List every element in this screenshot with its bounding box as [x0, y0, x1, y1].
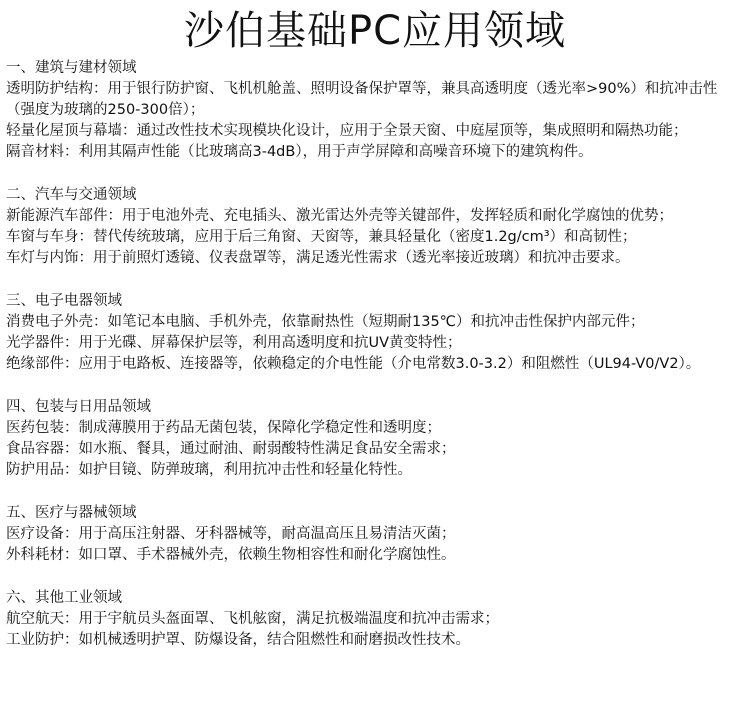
list-item: 隔音材料：利用其隔声性能（比玻璃高3-4dB），用于声学屏障和高噪音环境下的建筑构件。 [6, 144, 593, 160]
list-item: 外科耗材：如口罩、手术器械外壳，依赖生物相容性和耐化学腐蚀性。 [6, 547, 456, 563]
section-construction [6, 58, 744, 163]
list-item: 光学器件：用于光碟、屏幕保护层等，利用高透明度和抗UV黄变特性； [6, 335, 462, 351]
section-heading: 四、包装与日用品领域 [6, 399, 151, 415]
section-packaging [6, 397, 744, 481]
list-item: 航空航天：用于宇航员头盔面罩、飞机舷窗，满足抗极端温度和抗冲击需求； [6, 611, 499, 627]
list-item: 新能源汽车部件：用于电池外壳、充电插头、激光雷达外壳等关键部件，发挥轻质和耐化学腐蚀的优势； [6, 208, 673, 224]
section-heading: 二、汽车与交通领域 [6, 187, 137, 203]
list-item: 消费电子外壳：如笔记本电脑、手机外壳，依靠耐热性（短期耐135℃）和抗冲击性保护内部元件； [6, 314, 645, 330]
section-electronics [6, 291, 744, 375]
section-automotive [6, 185, 744, 269]
list-item: 医药包装：制成薄膜用于药品无菌包装，保障化学稳定性和透明度； [6, 420, 441, 436]
list-item: 车窗与车身：替代传统玻璃，应用于后三角窗、天窗等，兼具轻量化（密度1.2g/cm³）和高韧性； [6, 229, 637, 245]
page-title: 沙伯基础PC应用领域 [183, 8, 567, 54]
list-item: 医疗设备：用于高压注射器、牙科器械等，耐高温高压且易清洁灭菌； [6, 526, 456, 542]
list-item: 食品容器：如水瓶、餐具，通过耐油、耐弱酸特性满足食品安全需求； [6, 441, 456, 457]
section-other-industry [6, 588, 744, 651]
section-heading: 五、医疗与器械领域 [6, 505, 137, 521]
list-item: 车灯与内饰：用于前照灯透镜、仪表盘罩等，满足透光性需求（透光率接近玻璃）和抗冲击要求。 [6, 250, 630, 266]
list-item: 透明防护结构：用于银行防护窗、飞机机舱盖、照明设备保护罩等，兼具高透明度（透光率>90%）和抗冲击性（强度为玻璃的250-300倍）； [6, 81, 718, 118]
list-item: 轻量化屋顶与幕墙：通过改性技术实现模块化设计，应用于全景天窗、中庭屋顶等，集成照明和隔热功能； [6, 123, 688, 139]
document-page [0, 4, 750, 704]
list-item: 工业防护：如机械透明护罩、防爆设备，结合阻燃性和耐磨损改性技术。 [6, 632, 470, 648]
section-heading: 三、电子电器领域 [6, 293, 122, 309]
list-item: 绝缘部件：应用于电路板、连接器等，依赖稳定的介电性能（介电常数3.0-3.2）和阻燃性（UL94-V0/V2）。 [6, 356, 701, 372]
list-item: 防护用品：如护目镜、防弹玻璃，利用抗冲击性和轻量化特性。 [6, 462, 412, 478]
section-heading: 一、建筑与建材领域 [6, 60, 137, 76]
section-medical [6, 503, 744, 566]
section-heading: 六、其他工业领域 [6, 590, 122, 606]
